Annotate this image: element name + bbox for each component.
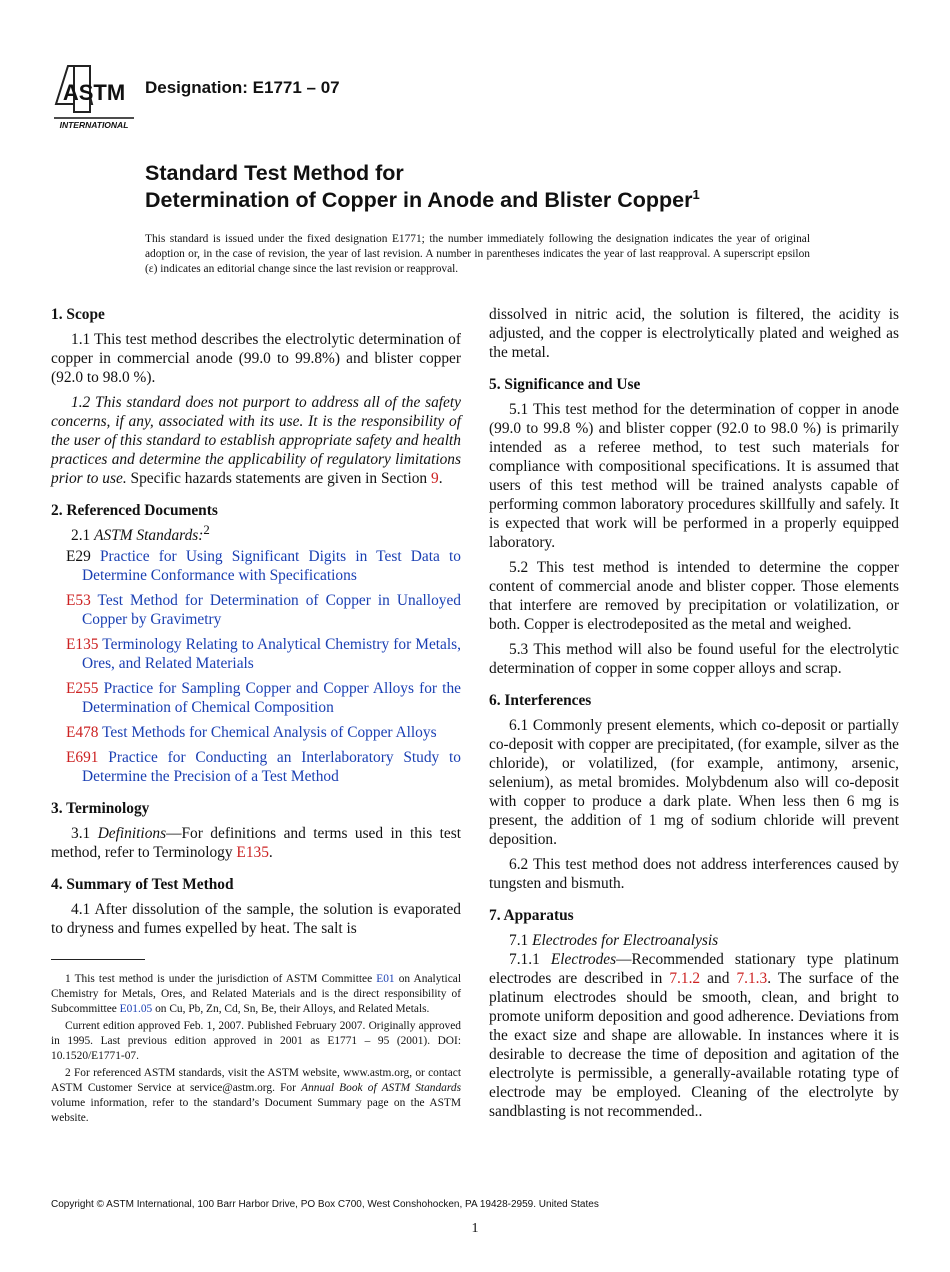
section-summary [51, 875, 461, 938]
paragraph: 5.2 This test method is intended to determine the copper content of commercial anode and blister copper. Those elements that interfere are removed by precipitation or volatilization, or both. Copper is electrodeposited as the metal and weighed. [489, 559, 899, 633]
paragraph [51, 522, 461, 545]
reference-link[interactable]: Test Method for Determination of Copper in Unalloyed Copper by Gravimetry [82, 592, 461, 628]
paragraph [489, 931, 899, 950]
footnote-text: on Analytical Chemistry for Metals, Ores, and Related Materials and is the direct responsibility of Subcommittee [51, 973, 461, 1015]
left-column [51, 305, 461, 951]
paragraph [51, 393, 461, 488]
reference-code-link[interactable]: E691 [66, 749, 99, 766]
reference-item [51, 591, 461, 629]
footnote-text: volume information, refer to the standard’s Document Summary page on the ASTM website. [51, 1097, 461, 1124]
title-footnote-mark: 1 [692, 186, 700, 202]
paragraph-text: 2.1 [71, 527, 95, 544]
subsection-title: Electrodes for Electroanalysis [532, 932, 719, 949]
section-significance [489, 375, 899, 678]
paragraph-text: 3.1 [71, 825, 98, 842]
title-line-2 [145, 187, 905, 214]
page-number: 1 [471, 1221, 479, 1236]
footnote-text: 1 This test method is under the jurisdiction of ASTM Committee [65, 973, 377, 985]
section-heading: 7. Apparatus [489, 907, 574, 924]
reference-code-link[interactable]: E135 [66, 636, 99, 653]
reference-link[interactable]: Practice for Using Significant Digits in Test Data to Determine Conformance with Specifications [82, 548, 461, 584]
paragraph-text: . [268, 844, 273, 861]
footnote [51, 972, 461, 1017]
terminology-link[interactable]: E135 [236, 844, 269, 861]
committee-link[interactable]: E01 [376, 973, 395, 985]
section-link[interactable]: 7.1.3 [736, 970, 768, 987]
paragraph: 5.3 This method will also be found useful for the electrolytic determination of copper in some copper alloys and scrap. [489, 641, 899, 677]
reference-item [51, 547, 461, 585]
copyright-notice: Copyright © ASTM International, 100 Barr Harbor Drive, PO Box C700, West Conshohocken, PA 19428-2959. United States [51, 1199, 599, 1210]
paragraph-text: 7.1.1 [509, 951, 551, 968]
reference-code-link[interactable]: E478 [66, 724, 99, 741]
section-apparatus [489, 906, 899, 1121]
section-referenced-documents [51, 501, 461, 786]
term: Electrodes [550, 951, 617, 968]
paragraph: 4.1 After dissolution of the sample, the solution is evaporated to dryness and fumes expelled by heat. The salt is [51, 901, 461, 937]
reference-link[interactable]: Practice for Conducting an Interlaboratory Study to Determine the Precision of a Test Method [82, 749, 461, 785]
section-heading: 5. Significance and Use [489, 376, 641, 393]
logo-wordmark: ASTM [62, 80, 126, 105]
intro-note: This standard is issued under the fixed designation E1771; the number immediately following the designation indicates the year of original adoption or, in the case of revision, the year of last revision. A number in parentheses indicates the year of last reapproval. A superscript epsilon (ε) indicates an editorial change since the last revision or reapproval. [145, 233, 810, 275]
astm-logo [52, 60, 136, 132]
reference-link[interactable]: Terminology Relating to Analytical Chemistry for Metals, Ores, and Related Materials [82, 636, 462, 672]
section-heading: 4. Summary of Test Method [51, 876, 234, 893]
section-summary-continued [489, 305, 899, 362]
section-scope [51, 305, 461, 488]
paragraph-text: Specific hazards statements are given in Section [126, 470, 431, 487]
document-title [145, 160, 905, 214]
section-heading: 3. Terminology [51, 800, 150, 817]
paragraph: 6.2 This test method does not address interferences caused by tungsten and bismuth. [489, 856, 899, 892]
footnote-mark: 2 [203, 522, 210, 537]
footnote-text: on Cu, Pb, Zn, Cd, Sn, Be, their Alloys, and Related Metals. [152, 1003, 430, 1015]
footnote-text: 2 For referenced ASTM standards, visit the ASTM website, www.astm.org, or contact ASTM Customer Service at service@astm.org. For [51, 1067, 461, 1094]
paragraph: dissolved in nitric acid, the solution is filtered, the acidity is adjusted, and the copper is electrolytically plated and weighed as the metal. [489, 306, 899, 361]
footnotes [51, 972, 461, 1128]
safety-statement: 1.2 This standard does not purport to address all of the safety concerns, if any, associated with its use. It is the responsibility of the user of this standard to establish appropriate safety and health practices and determine the applicability of regulatory limitations prior to use. [51, 394, 461, 487]
section-heading: 1. Scope [51, 306, 105, 323]
right-column [489, 305, 899, 1134]
logo-subtext: INTERNATIONAL [59, 120, 129, 130]
reference-item [51, 748, 461, 786]
section-heading: 2. Referenced Documents [51, 502, 218, 519]
reference-code: E29 [66, 548, 91, 565]
paragraph-text: and [700, 970, 737, 987]
astm-logo-graphic [52, 60, 136, 132]
paragraph-text: 7.1 [509, 932, 533, 949]
section-terminology [51, 799, 461, 862]
reference-link[interactable]: Test Methods for Chemical Analysis of Copper Alloys [102, 724, 437, 741]
term: Definitions [97, 825, 167, 842]
designation: Designation: E1771 – 07 [145, 78, 340, 97]
reference-link[interactable]: Practice for Sampling Copper and Copper Alloys for the Determination of Chemical Composition [82, 680, 461, 716]
footnote [51, 1066, 461, 1126]
reference-code-link[interactable]: E255 [66, 680, 99, 697]
paragraph-text: —Recommended stationary type platinum electrodes are described in [489, 951, 899, 987]
paragraph: 5.1 This test method for the determination of copper in anode (99.0 to 99.8 %) and blister copper (92.0 to 98.0 %) is primarily intended as a referee method, to test such materials for compliance with compositional specifications. It is assumed that users of this test method will be trained analysts capable of performing common laboratory procedures skillfully and safely. It is expected that work will be performed in a properly equipped laboratory. [489, 401, 899, 551]
section-link[interactable]: 7.1.2 [669, 970, 701, 987]
paragraph-text: —For definitions and terms used in this test method, refer to Terminology [51, 825, 461, 861]
section-heading: 6. Interferences [489, 692, 592, 709]
reference-item [51, 679, 461, 717]
paragraph: 6.1 Commonly present elements, which co-deposit or partially co-deposit with copper are precipitated, (for example, silver as the chloride), or volatilized, (for example, antimony, arsenic, selenium), as metal bromides. Molybdenum also will co-deposit with copper to produce a dark plate. When less then 6 mg is present, the addition of 1 mg of sodium chloride will prevent deposition. [489, 717, 899, 848]
paragraph: 1.1 This test method describes the electrolytic determination of copper in commercial anode (99.0 to 99.8%) and blister copper (92.0 to 98.0 %). [51, 331, 461, 386]
reference-code-link[interactable]: E53 [66, 592, 91, 609]
footnote-italic: Annual Book of ASTM Standards [301, 1082, 462, 1094]
paragraph-text: . [438, 470, 443, 487]
paragraph [489, 950, 899, 1121]
footnote-divider [51, 959, 145, 960]
section-link[interactable]: 9 [430, 470, 439, 487]
section-interferences [489, 691, 899, 893]
title-line-2-text: Determination of Copper in Anode and Blister Copper [145, 188, 693, 212]
reference-item [51, 723, 461, 742]
subcommittee-link[interactable]: E01.05 [119, 1003, 153, 1015]
reference-item [51, 635, 461, 673]
paragraph [51, 824, 461, 862]
footnote: Current edition approved Feb. 1, 2007. Published February 2007. Originally approved in 1995. Last previous edition approved in 2001 as E1771 – 95 (2001). DOI: 10.1520/E1771-07. [51, 1020, 461, 1062]
title-line-1: Standard Test Method for [145, 161, 404, 185]
subsection-title: ASTM Standards: [94, 527, 204, 544]
paragraph-text: . The surface of the platinum electrodes should be smooth, clean, and bright to promote uniform deposition and good adherence. Deviations from the exact size and shape are allowable. In instances where it is desirable to decrease the time of deposition and agitation of the electrolyte is permissible, a generally-available rotating type of electrode may be employed. Cleaning of the electrolyte by sandblasting is not recommended.. [489, 970, 899, 1120]
